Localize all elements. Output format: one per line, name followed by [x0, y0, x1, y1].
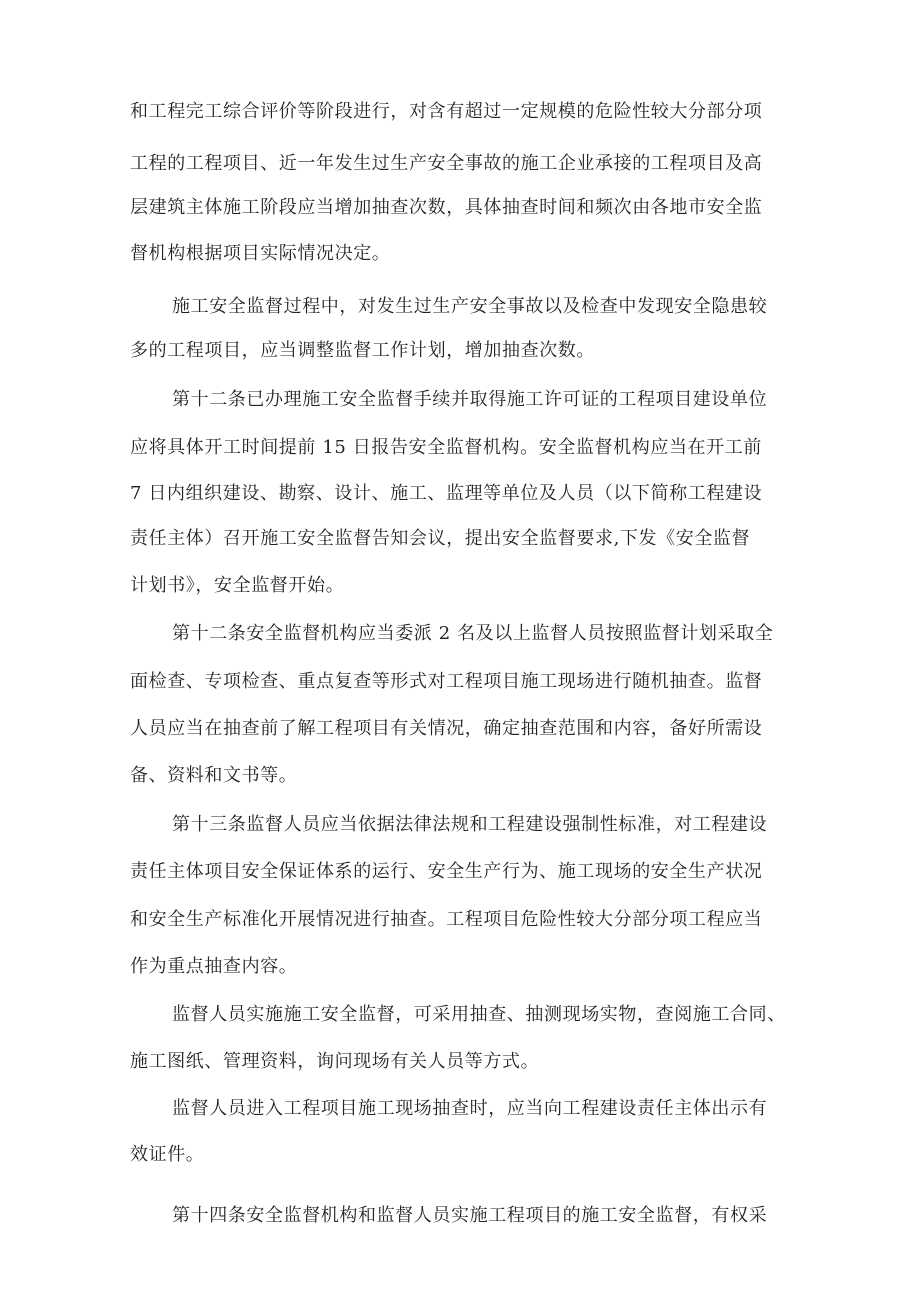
text-line: 监督人员进入工程项目施工现场抽查时，应当向工程建设责任主体出示有 — [172, 1098, 768, 1119]
text-line: 第十二条已办理施工安全监督手续并取得施工许可证的工程项目建设单位 — [172, 389, 768, 410]
text-line: 施工安全监督过程中，对发生过生产安全事故以及检查中发现安全隐患较 — [172, 296, 768, 317]
text-line: 备、资料和文书等。 — [130, 765, 298, 786]
text-line: 计划书》，安全监督开始。 — [130, 575, 345, 596]
text-line: 层建筑主体施工阶段应当增加抽查次数，具体抽查时间和频次由各地市安全监 — [130, 197, 763, 218]
text-line: 面检查、专项检查、重点复查等形式对工程项目施工现场进行随机抽查。监督 — [130, 671, 763, 692]
text-line: 责任主体项目安全保证体系的运行、安全生产行为、施工现场的安全生产状况 — [130, 861, 763, 882]
text-line: 和安全生产标准化开展情况进行抽查。工程项目危险性较大分部分项工程应当 — [130, 909, 763, 930]
text-line: 第十二条安全监督机构应当委派 2 名及以上监督人员按照监督计划采取全 — [172, 623, 774, 644]
text-line: 施工图纸、管理资料，询问现场有关人员等方式。 — [130, 1051, 540, 1072]
text-line: 多的工程项目，应当调整监督工作计划，增加抽查次数。 — [130, 340, 595, 361]
text-line: 应将具体开工时间提前 15 日报告安全监督机构。安全监督机构应当在开工前 — [130, 437, 762, 458]
text-line: 7 日内组织建设、勘察、设计、施工、监理等单位及人员（以下简称工程建设 — [130, 483, 763, 504]
text-line: 作为重点抽查内容。 — [130, 956, 298, 977]
text-line: 和工程完工综合评价等阶段进行，对含有超过一定规模的危险性较大分部分项 — [130, 101, 763, 122]
text-line: 工程的工程项目、近一年发生过生产安全事故的施工企业承接的工程项目及高 — [130, 153, 763, 174]
text-line: 责任主体）召开施工安全监督告知会议，提出安全监督要求,下发《安全监督 — [130, 528, 751, 549]
text-line: 督机构根据项目实际情况决定。 — [130, 243, 391, 264]
text-line: 效证件。 — [130, 1144, 205, 1165]
text-line: 第十四条安全监督机构和监督人员实施工程项目的施工安全监督，有权采 — [172, 1205, 768, 1226]
text-line: 监督人员实施施工安全监督，可采用抽查、抽测现场实物，查阅施工合同、 — [172, 1004, 786, 1025]
text-line: 人员应当在抽查前了解工程项目有关情况，确定抽查范围和内容，备好所需设 — [130, 718, 763, 739]
text-line: 第十三条监督人员应当依据法律法规和工程建设强制性标准，对工程建设 — [172, 814, 768, 835]
